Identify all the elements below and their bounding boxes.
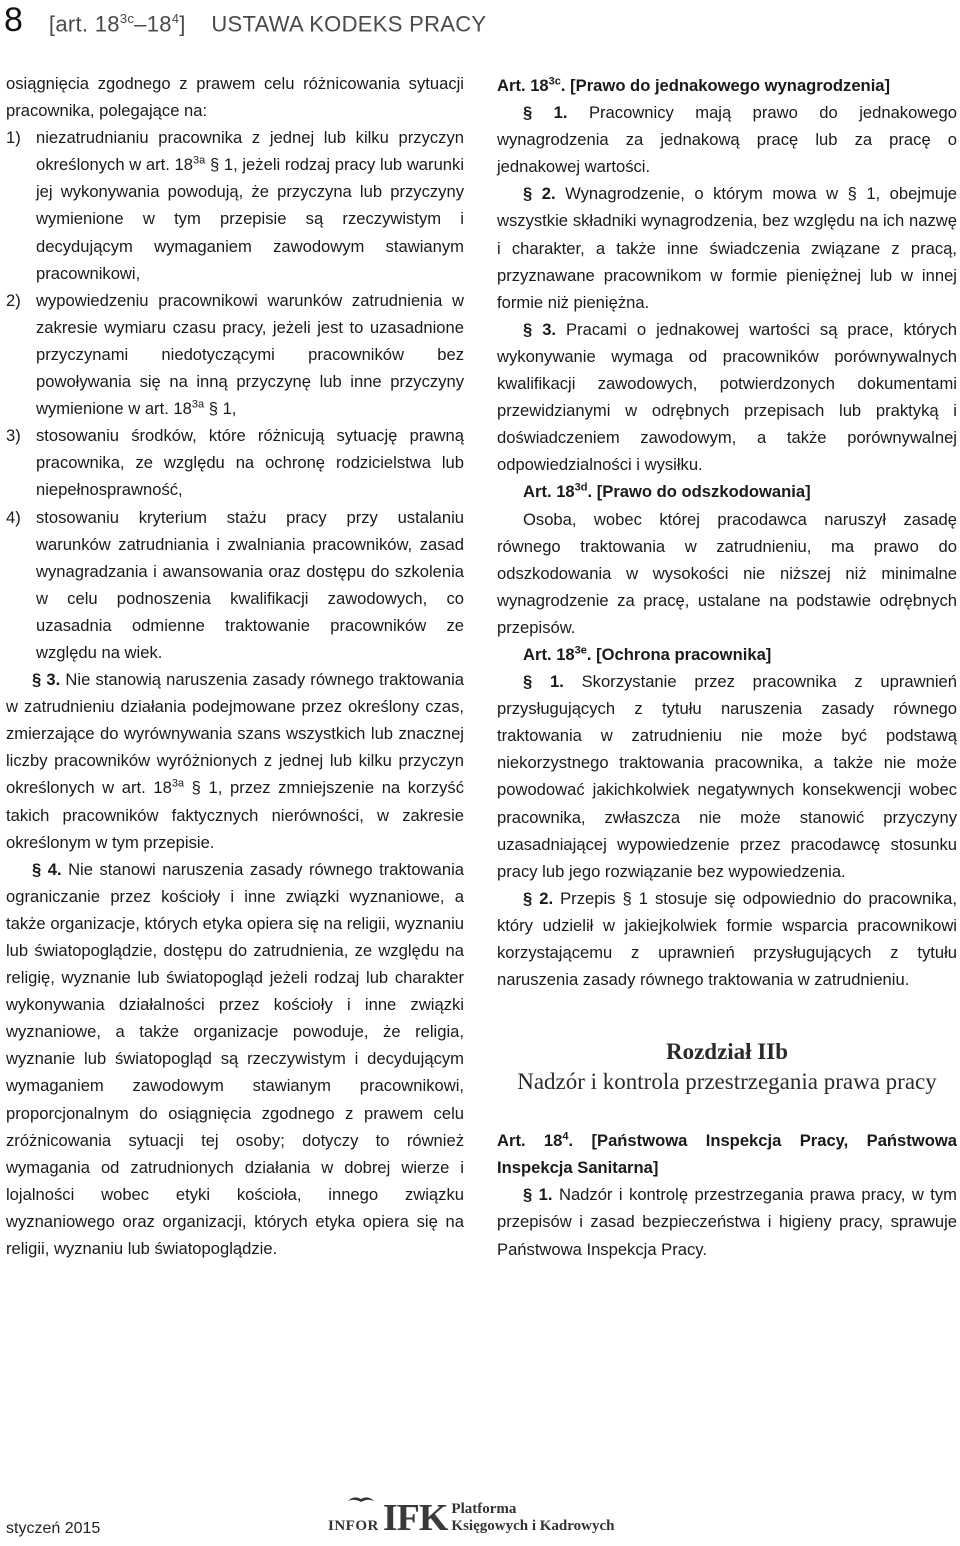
running-title: [art. $18^{3c}-18^4$] USTAWA KODEKS PRACY xyxy=(48,10,487,36)
list-item: 3) stosowaniu środków, które różnicują sytuację prawną pracownika, ze względu na ochronę rodzicielstwa lub niepełnosprawność, xyxy=(6,426,464,500)
section-4-paragraph: § 4. Nie stanowi naruszenia zasady równego traktowania ograniczanie przez kościoły i inne związki wyznaniowe, a także organizacje, których etyka opiera się na religii, wyznaniu lub światopoglądzie, dostępu do zatrudnienia, ze względu na religię, wyznanie lub światopogląd jeżeli rodzaj lub charakter wykonywania działalności przez kościoły i inne związki wyznaniowe, a także organizacje powoduje, że religia, wyznanie lub światopogląd są rzeczywistym i decydującym wymaganiem zawodowym stawianym pracownikowi, proporcjonalnym do osiągnięcia zgodnego z prawem celu zróżnicowania sytuacji tej osoby; dotyczy to również wymagania od zatrudnionych działania w dobrej wierze i lojalności wobec etyki kościoła, innego związku wyznaniowego oraz organizacji, których etyka opiera się na religii, wyznaniu lub światopoglądzie. xyxy=(6,859,464,1259)
paragraph: § 3. Pracami o jednakowej wartości są prace, których wykonywanie wymaga od pracowników porównywalnych kwalifikacji zawodowych, potwierdzonych dokumentami przewidzianymi w odrębnych przepisach lub praktyką i doświadczeniem zawodowym, a także porównywalnej odpowiedzialności i wysiłku. xyxy=(497,319,957,475)
publisher-logo: INFOR IFK Platforma Księgowych i Kadrowych xyxy=(328,1497,615,1539)
chapter-title: Rozdział IIb xyxy=(665,1039,789,1065)
section-3-paragraph: § 3. Nie stanowią naruszenia zasady równego traktowania w zatrudnieniu działania podejmowane przez określony czas, zmierzające do wyrównywania szans wszystkich lub znacznej liczby pracowników wyróżnionych z jednej lub kilku przyczyn określonych w art. $18^{3a}$ § 1, przez zmniejszenie na korzyść takich pracowników faktycznych nierówności, w zakresie określonym w tym przepisie. xyxy=(6,670,465,852)
footer-date: styczeń 2015 xyxy=(6,1520,101,1537)
eagle-icon xyxy=(348,1495,374,1505)
paragraph: § 1. Pracownicy mają prawo do jednakowego wynagrodzenia za jednakową pracę lub za pracę o jednakowej wartości. xyxy=(497,103,957,177)
left-column xyxy=(6,70,464,1262)
article-heading: Art. $18^{3c}$. [Prawo do jednakowego wynagrodzenia] xyxy=(497,75,891,95)
page-number: 8 xyxy=(4,1,23,39)
paragraph: § 1. Nadzór i kontrolę przestrzegania prawa pracy, w tym przepisów i zasad bezpieczeństwa i higieny pracy, sprawuje Państwowa Inspekcja Pracy. xyxy=(497,1185,957,1259)
list-item: 2) wypowiedzeniu pracownikowi warunków zatrudnienia w zakresie wymiaru czasu pracy, jeżeli jest to uzasadnione przyczynami niedotyczącymi pracowników bez powoływania się na inną przyczynę lub inne przyczyny wymienione w art. $18^{3a}$ § 1, xyxy=(6,290,464,419)
paragraph: Osoba, wobec której pracodawca naruszył zasadę równego traktowania w zatrudnieniu, ma prawo do odszkodowania w wysokości nie niższej niż minimalne wynagrodzenie za pracę, ustalane na podstawie odrębnych przepisów. xyxy=(497,509,957,637)
paragraph: § 1. Skorzystanie przez pracownika z uprawnień przysługujących z tytułu naruszenia zasady równego traktowania w zatrudnieniu nie może być podstawą niekorzystnego traktowania pracownika, a także nie może powodować jakichkolwiek negatywnych konsekwencji wobec pracownika, zwłaszcza nie może stanowić przyczyny uzasadniającej wypowiedzenie przez pracodawcę stosunku pracy lub jego rozwiązanie bez wypowiedzenia. xyxy=(497,672,957,881)
article-heading: Art. $18^4$. [Państwowa Inspekcja Pracy, Państwowa Inspekcja Sanitarna] xyxy=(497,1130,957,1178)
paragraph: § 2. Wynagrodzenie, o którym mowa w § 1, obejmuje wszystkie składniki wynagrodzenia, bez względu na ich nazwę i charakter, a także inne świadczenia związane z pracą, przyznawane pracownikom w formie pieniężnej lub w innej formie niż pieniężna. xyxy=(497,184,957,312)
running-header xyxy=(0,0,960,44)
chapter-subtitle: Nadzór i kontrola przestrzegania prawa pracy xyxy=(517,1069,937,1095)
list-item: 4) stosowaniu kryterium stażu pracy przy ustalaniu warunków zatrudniania i zwalniania pracowników, zasad wynagradzania i awansowania oraz dostępu do szkolenia w celu podnoszenia kwalifikacji zawodowych, co uzasadnia odmienne traktowanie pracowników ze względu na wiek. xyxy=(6,507,464,662)
list-item: 1) niezatrudnianiu pracownika z jednej lub kilku przyczyn określonych w art. $18^{3a}$ § 1, jeżeli rodzaj pracy lub warunki jej wykonywania powodują, że przyczyna lub przyczyny wymienione w tym przepisie są rzeczywistym i decydującym wymaganiem zawodowym stawianym pracownikowi, xyxy=(6,128,465,283)
article-heading: Art. $18^{3e}$. [Ochrona pracownika] xyxy=(523,644,772,664)
intro-paragraph: osiągnięcia zgodnego z prawem celu różnicowania sytuacji pracownika, polegające na: xyxy=(6,74,464,121)
right-column xyxy=(497,72,957,1263)
article-heading: Art. $18^{3d}$. [Prawo do odszkodowania] xyxy=(523,481,811,502)
chapter-heading xyxy=(497,1037,957,1097)
paragraph: § 2. Przepis § 1 stosuje się odpowiednio do pracownika, który udzielił w jakiejkolwiek formie wsparcia pracownikowi korzystającemu z uprawnień przysługujących z tytułu naruszenia zasady równego traktowania w zatrudnieniu. xyxy=(497,888,957,990)
